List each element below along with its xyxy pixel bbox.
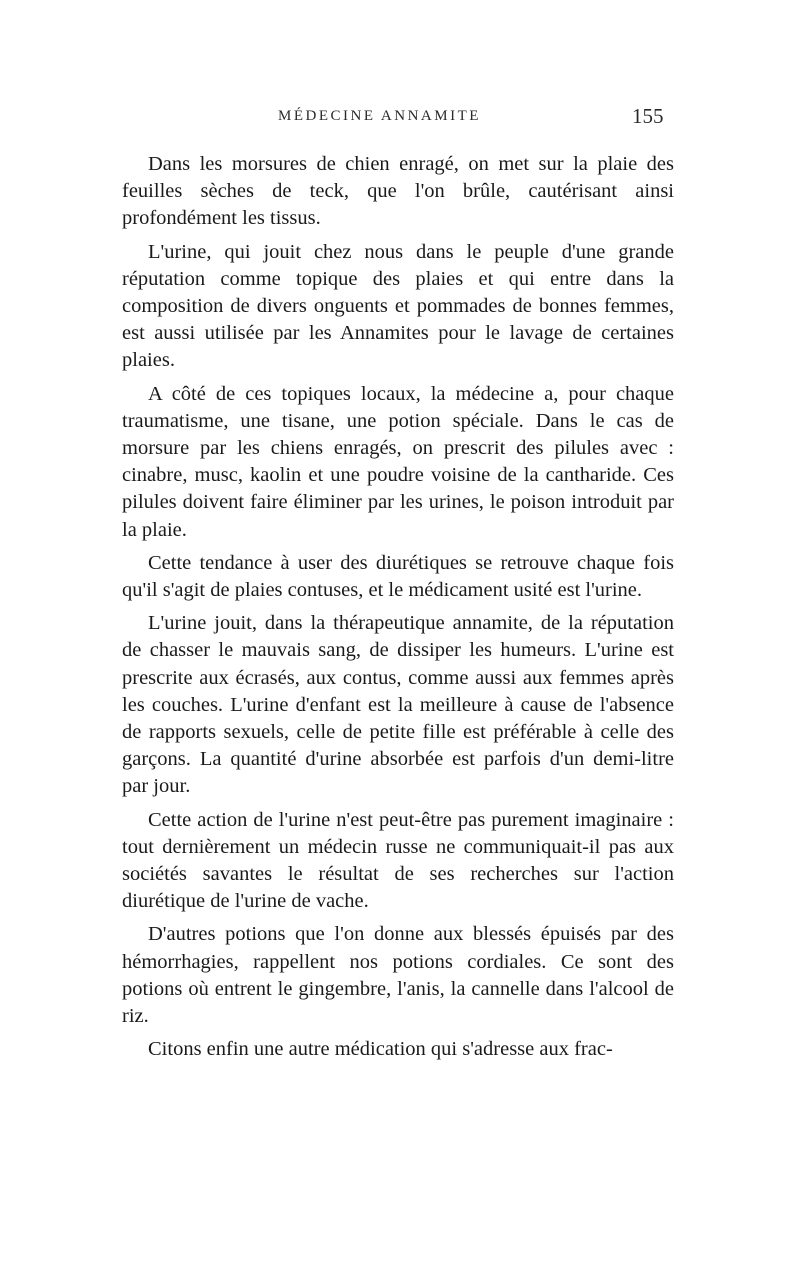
body-text [122,151,674,1070]
running-title: MÉDECINE ANNAMITE [278,108,481,124]
paragraph: Cette action de l'urine n'est peut-être pas purement imaginaire : tout dernièrement un médecin russe ne communiquait-il pas aux sociétés savantes le résultat de ses recherches sur l'action diurétique de l'urine de vache. [122,808,674,913]
paragraph: L'urine jouit, dans la thérapeutique annamite, de la réputation de chasser le mauvais sang, de dissiper les humeurs. L'urine est prescrite aux écrasés, aux contus, comme aussi aux femmes après les couches. L'urine d'enfant est la meilleure à cause de l'absence de rapports sexuels, celle de petite fille est préférable à celle des garçons. La quantité d'urine absorbée est parfois d'un demi-litre par jour. [122,612,674,798]
page-number: 155 [632,104,664,128]
paragraph: Dans les morsures de chien enragé, on met sur la plaie des feuilles sèches de teck, que l'on brûle, cautérisant ainsi profondément les tissus. [122,153,674,230]
running-head [0,104,800,134]
paragraph: A côté de ces topiques locaux, la médecine a, pour chaque traumatisme, une tisane, une potion spéciale. Dans le cas de morsure par les chiens enragés, on prescrit des pilules avec : cinabre, musc, kaolin et une poudre voisine de la cantharide. Ces pilules doivent faire éliminer par les urines, le poison introduit par la plaie. [122,382,674,541]
paragraph: Citons enfin une autre médication qui s'adresse aux frac- [148,1038,613,1061]
paragraph: L'urine, qui jouit chez nous dans le peuple d'une grande réputation comme topique des plaies et qui entre dans la composition de divers onguents et pommades de bonnes femmes, est aussi utilisée par les Annamites pour le lavage de certaines plaies. [122,240,674,372]
paragraph: Cette tendance à user des diurétiques se retrouve chaque fois qu'il s'agit de plaies contuses, et le médicament usité est l'urine. [122,551,674,602]
paragraph: D'autres potions que l'on donne aux blessés épuisés par des hémorrhagies, rappellent nos potions cordiales. Ce sont des potions où entrent le gingembre, l'anis, la cannelle dans l'alcool de riz. [122,923,674,1028]
